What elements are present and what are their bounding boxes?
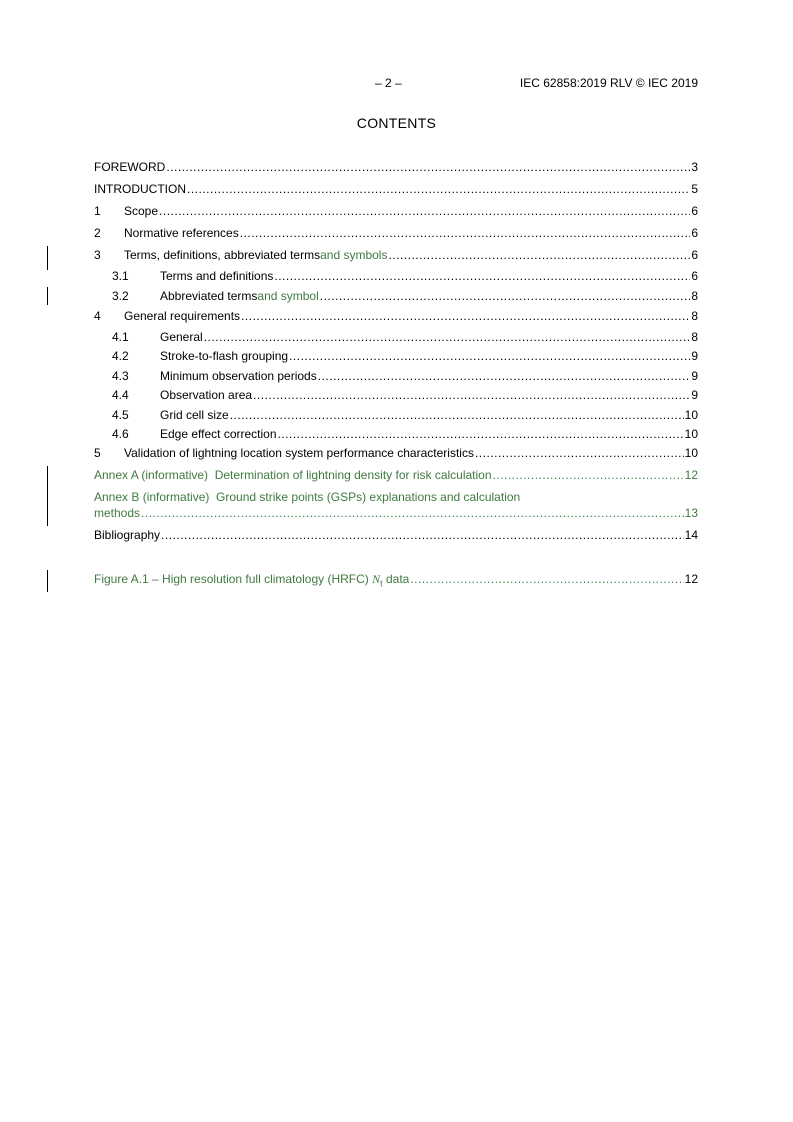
toc-entry-annex-a[interactable] xyxy=(94,467,698,483)
toc-page-number: 3 xyxy=(691,160,698,174)
page-number: – 2 – xyxy=(375,76,402,90)
dot-leader xyxy=(204,329,691,345)
dot-leader xyxy=(388,247,690,263)
toc-entry-figure-a1[interactable] xyxy=(94,571,698,587)
toc-entry-text: Validation of lightning location system performance characteristics xyxy=(124,446,474,460)
toc-page-number: 8 xyxy=(691,289,698,303)
toc-section-number: 4.4 xyxy=(112,388,129,402)
toc-page-number: 6 xyxy=(691,248,698,262)
dot-leader xyxy=(253,387,690,403)
dot-leader xyxy=(187,181,690,197)
page-title: CONTENTS xyxy=(356,115,437,131)
toc-page-number: 10 xyxy=(684,427,698,441)
toc-section-number: 3 xyxy=(94,248,101,262)
dot-leader xyxy=(493,467,684,483)
toc-entry-annex-b-line1[interactable] xyxy=(94,489,698,505)
toc-page-number: 12 xyxy=(684,572,698,586)
toc-page-number: 8 xyxy=(691,309,698,323)
dot-leader xyxy=(274,268,690,284)
toc-section-number: 4 xyxy=(94,309,101,323)
toc-entry-text: Terms, definitions, abbreviated terms xyxy=(124,248,321,262)
toc-entry-text: Bibliography xyxy=(94,528,161,542)
toc-entry-text: Abbreviated terms xyxy=(160,289,258,303)
toc-page-number: 9 xyxy=(691,349,698,363)
toc-section-number: 4.5 xyxy=(112,408,129,422)
figure-caption-tail: data xyxy=(382,572,410,586)
toc-entry-added-text: and symbols xyxy=(320,248,388,262)
toc-page-number: 9 xyxy=(691,388,698,402)
toc-entry-edge-effect[interactable] xyxy=(94,426,698,442)
toc-entry-text: Grid cell size xyxy=(160,408,229,422)
dot-leader xyxy=(141,505,684,521)
dot-leader xyxy=(241,308,690,324)
dot-leader xyxy=(278,426,684,442)
toc-entry-bibliography[interactable] xyxy=(94,527,698,543)
toc-entry-general[interactable] xyxy=(94,329,698,345)
toc-page-number: 10 xyxy=(684,446,698,460)
toc-entry-text: Scope xyxy=(124,204,159,218)
change-bar xyxy=(47,287,48,305)
toc-entry-abbreviated-terms[interactable] xyxy=(94,288,698,304)
toc-entry-text: FOREWORD xyxy=(94,160,166,174)
dot-leader xyxy=(159,203,690,219)
toc-section-number: 4.1 xyxy=(112,330,129,344)
toc-entry-normative-references[interactable] xyxy=(94,225,698,241)
change-bar xyxy=(47,466,48,526)
toc-page-number: 13 xyxy=(684,506,698,520)
toc-entry-annex-b[interactable] xyxy=(94,505,698,521)
figure-caption-text: Figure A.1 – High resolution full climatology (HRFC) xyxy=(94,572,373,586)
toc-entry-text: Stroke-to-flash grouping xyxy=(160,349,289,363)
document-reference: IEC 62858:2019 RLV © IEC 2019 xyxy=(519,76,698,90)
dot-leader xyxy=(410,571,683,587)
toc-section-number: 4.6 xyxy=(112,427,129,441)
toc-section-number: 2 xyxy=(94,226,101,240)
toc-section-number: 4.3 xyxy=(112,369,129,383)
toc-entry-terms-and-definitions[interactable] xyxy=(94,268,698,284)
toc-entry-scope[interactable] xyxy=(94,203,698,219)
dot-leader xyxy=(240,225,691,241)
dot-leader xyxy=(161,527,684,543)
toc-entry-observation-periods[interactable] xyxy=(94,368,698,384)
toc-page-number: 6 xyxy=(691,204,698,218)
toc-page-number: 14 xyxy=(684,528,698,542)
toc-entry-text: methods xyxy=(94,506,141,520)
toc-entry-text: Annex B (informative) Ground strike points (GSPs) explanations and calculation xyxy=(94,490,521,504)
toc-entry-text: Observation area xyxy=(160,388,253,402)
toc-page-number: 6 xyxy=(691,269,698,283)
toc-entry-text: General requirements xyxy=(124,309,241,323)
toc-page-number: 8 xyxy=(691,330,698,344)
toc-entry-foreword[interactable] xyxy=(94,159,698,175)
toc-entry-validation[interactable] xyxy=(94,445,698,461)
toc-entry-text: INTRODUCTION xyxy=(94,182,186,196)
toc-entry-terms[interactable] xyxy=(94,247,698,263)
toc-page-number: 12 xyxy=(684,468,698,482)
toc-entry-introduction[interactable] xyxy=(94,181,698,197)
toc-entry-text: Edge effect correction xyxy=(160,427,277,441)
change-bar xyxy=(47,246,48,270)
dot-leader xyxy=(475,445,684,461)
toc-entry-text: Terms and definitions xyxy=(160,269,274,283)
symbol-n: N xyxy=(372,572,381,586)
toc-entry-general-requirements[interactable] xyxy=(94,308,698,324)
toc-entry-text: Normative references xyxy=(124,226,239,240)
toc-page-number: 5 xyxy=(691,182,698,196)
toc-section-number: 3.1 xyxy=(112,269,129,283)
toc-entry-added-text: and symbol xyxy=(257,289,319,303)
toc-entry-text xyxy=(94,571,409,591)
toc-entry-grid-cell-size[interactable] xyxy=(94,407,698,423)
toc-section-number: 4.2 xyxy=(112,349,129,363)
toc-section-number: 1 xyxy=(94,204,101,218)
dot-leader xyxy=(318,368,691,384)
toc-page-number: 10 xyxy=(684,408,698,422)
toc-page-number: 6 xyxy=(691,226,698,240)
change-bar xyxy=(47,570,48,592)
toc-entry-observation-area[interactable] xyxy=(94,387,698,403)
symbol-subscript: t xyxy=(380,578,383,589)
toc-section-number: 5 xyxy=(94,446,101,460)
dot-leader xyxy=(230,407,684,423)
toc-section-number: 3.2 xyxy=(112,289,129,303)
toc-page-number: 9 xyxy=(691,369,698,383)
toc-entry-text: Annex A (informative) Determination of lightning density for risk calculation xyxy=(94,468,492,482)
dot-leader xyxy=(320,288,691,304)
dot-leader xyxy=(166,159,690,175)
toc-entry-text: General xyxy=(160,330,203,344)
toc-entry-stroke-to-flash[interactable] xyxy=(94,348,698,364)
dot-leader xyxy=(289,348,690,364)
toc-entry-text: Minimum observation periods xyxy=(160,369,317,383)
